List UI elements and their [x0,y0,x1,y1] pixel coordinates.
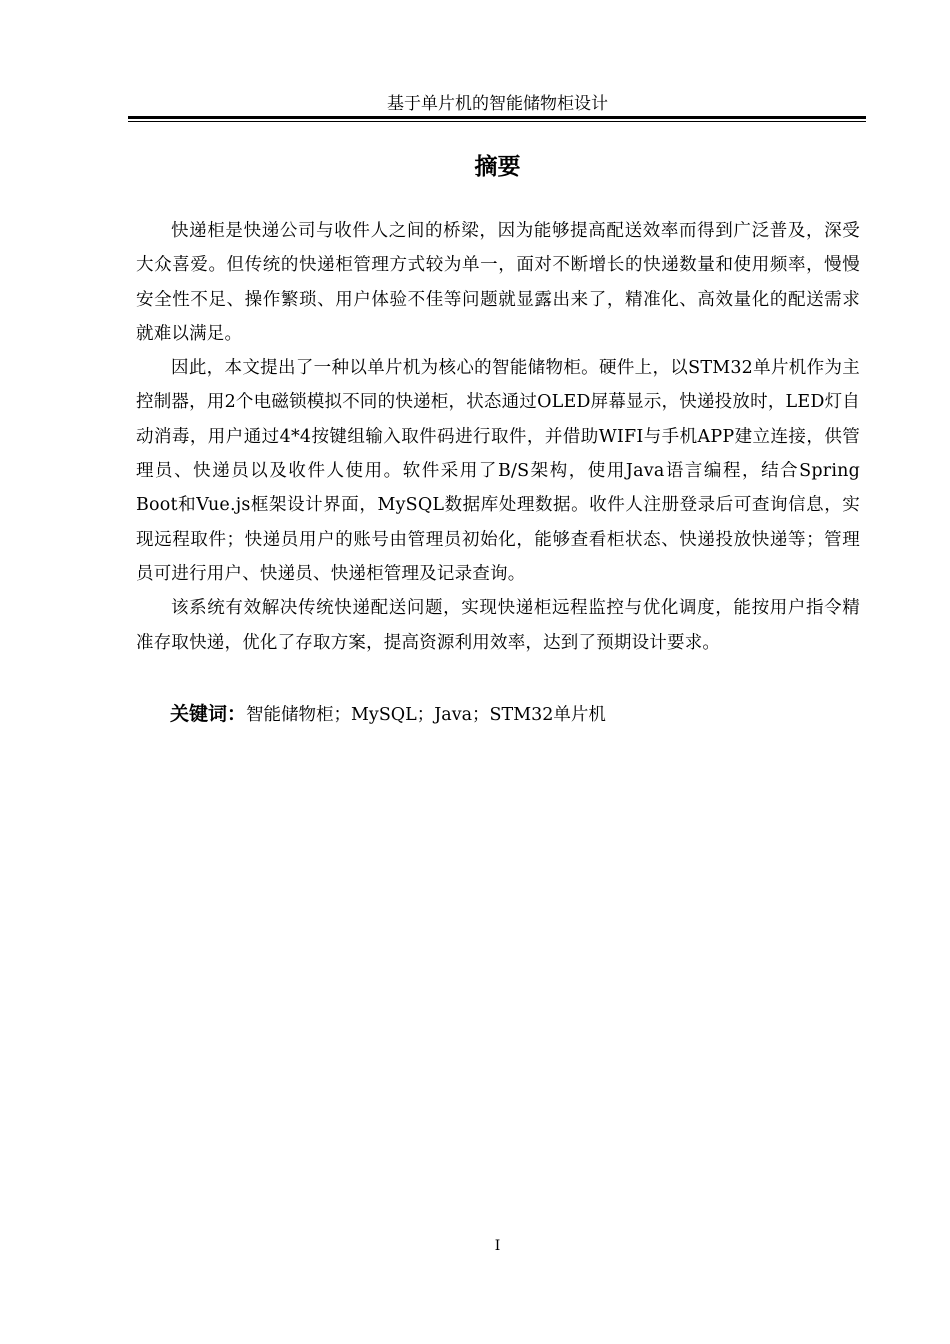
abstract-title: 摘要 [474,154,521,180]
running-header: 基于单片机的智能储物柜设计 [387,94,608,114]
abstract-paragraph-3: 该系统有效解决传统快递配送问题，实现快递柜远程监控与优化调度，能按用户指令精准存取快递，优化了存取方案，提高资源利用效率，达到了预期设计要求。 [136,598,860,653]
abstract-paragraph-1: 快递柜是快递公司与收件人之间的桥梁，因为能够提高配送效率而得到广泛普及，深受大众喜爱。但传统的快递柜管理方式较为单一，面对不断增长的快递数量和使用频率，慢慢安全性不足、操作繁琐、用户体验不佳等问题就显露出来了，精准化、高效量化的配送需求就难以满足。 [136,221,860,344]
page-number: I [494,1238,501,1254]
abstract-body [136,214,860,660]
keywords-list: 智能储物柜；MySQL；Java；STM32单片机 [246,705,606,725]
abstract-paragraph-2: 因此，本文提出了一种以单片机为核心的智能储物柜。硬件上，以STM32单片机作为主控制器，用2个电磁锁模拟不同的快递柜，状态通过OLED屏幕显示，快递投放时，LED灯自动消毒，用户通过4*4按键组输入取件码进行取件，并借助WIFI与手机APP建立连接，供管理员、快递员以及收件人使用。软件采用了B/S架构，使用Java语言编程，结合Spring Boot和Vue.js框架设计界面，MySQL数据库处理数据。收件人注册登录后可查询信息，实现远程取件；快递员用户的账号由管理员初始化，能够查看柜状态、快递投放快递等；管理员可进行用户、快递员、快递柜管理及记录查询。 [136,358,860,584]
header-rule-thin [128,121,866,122]
keywords-label: 关键词： [170,703,247,725]
keywords-line [170,697,860,732]
header-rule-thick [128,116,866,119]
